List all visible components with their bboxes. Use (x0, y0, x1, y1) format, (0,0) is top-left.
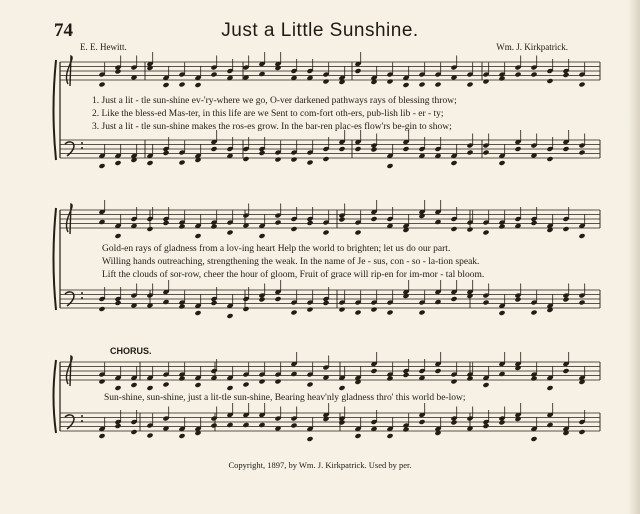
treble-2-notehead (178, 224, 185, 230)
treble-3-notehead (514, 365, 521, 371)
treble-3-notehead (178, 376, 185, 382)
treble-2-notehead (578, 233, 585, 239)
bass-1-notehead (114, 160, 121, 166)
bass-3-notehead (98, 433, 105, 439)
bass-3-notehead (226, 422, 233, 428)
bass-3-notehead (338, 420, 345, 426)
bass-1-notehead (466, 150, 473, 156)
bass-2-notehead (338, 307, 345, 313)
treble-1-notehead (354, 68, 361, 74)
treble-1-notehead (434, 82, 441, 88)
treble-3-notehead (466, 376, 473, 382)
treble-3-notehead (434, 368, 441, 374)
hymn-title: Just a Little Sunshine. (221, 20, 419, 41)
treble-3-notehead (530, 376, 537, 382)
treble-3-notehead (226, 385, 233, 391)
treble-2-notehead (338, 217, 345, 223)
lyric-line-verse2: 2. Like the bless-ed Mas-ter, in this life are we Sent to com-fort oth-ers, pub-lish lib - er - ty; (92, 109, 444, 119)
lyric-line-verse2: Willing hands outreaching, strengthening the weak. In the name of Je - sus, con - so - la-tion speak. (102, 257, 480, 267)
bass-1-notehead (274, 157, 281, 163)
bass-3-notehead (402, 427, 409, 433)
treble-2-notehead (306, 220, 313, 226)
treble-2-notehead (146, 226, 153, 232)
bass-2-notehead (450, 296, 457, 302)
treble-2-notehead (194, 233, 201, 239)
composer-credit: Wm. J. Kirkpatrick. (496, 42, 568, 52)
bass-1-notehead (498, 160, 505, 166)
treble-2-notehead (258, 233, 265, 239)
treble-2-notehead (418, 213, 425, 219)
treble-2-notehead (482, 230, 489, 236)
treble-1-notehead (402, 82, 409, 88)
bass-2-notehead (418, 310, 425, 316)
bass-3-notehead (418, 419, 425, 425)
treble-3-notehead (450, 379, 457, 385)
treble-3-notehead (498, 371, 505, 377)
treble-1-notehead (98, 82, 105, 88)
bass-1-notehead (338, 146, 345, 152)
bass-2-notehead (514, 297, 521, 303)
treble-1-notehead (482, 79, 489, 85)
bass-2-notehead (530, 310, 537, 316)
treble-3-notehead (546, 385, 553, 391)
treble-3-notehead (130, 382, 137, 388)
bass-3-notehead (178, 433, 185, 439)
bass-1-notehead (178, 160, 185, 166)
treble-1-notehead (162, 82, 169, 88)
bass-1-notehead (514, 146, 521, 152)
treble-1-notehead (194, 82, 201, 88)
bass-clef-dot (81, 297, 83, 299)
treble-3-notehead (242, 382, 249, 388)
bass-clef-dot (81, 142, 83, 144)
lyric-line-verse3: Lift the clouds of sor-row, cheer the hour of gloom, Fruit of grace will rip-en for im-mor - tal bloom. (102, 270, 485, 280)
bass-2-notehead (434, 299, 441, 305)
treble-3-notehead (402, 372, 409, 378)
bass-3-notehead (290, 423, 297, 429)
treble-2-notehead (530, 220, 537, 226)
bass-2-notehead (578, 300, 585, 306)
bass-2-notehead (210, 300, 217, 306)
treble-3-notehead (114, 385, 121, 391)
bass-1-notehead (258, 150, 265, 156)
bass-3-notehead (530, 436, 537, 442)
treble-2-notehead (562, 226, 569, 232)
bass-3-notehead (130, 429, 137, 435)
lyric-line-chorus: Sun-shine, sun-shine, just a lit-tle sun-shine, Bearing heav'nly gladness thro' this world be-low; (104, 393, 466, 403)
treble-1-notehead (274, 65, 281, 71)
treble-3-notehead (338, 385, 345, 391)
bass-clef-dot (81, 420, 83, 422)
treble-2-notehead (498, 224, 505, 230)
lyric-line-verse1: 1. Just a lit - tle sun-shine ev-'ry-where we go, O-ver darkened pathways rays of blessing throw; (92, 96, 457, 106)
bass-1-notehead (386, 163, 393, 169)
bass-3-notehead (482, 423, 489, 429)
brace-icon (54, 60, 57, 160)
treble-3-notehead (98, 379, 105, 385)
bass-3-notehead (386, 433, 393, 439)
page-number: 74 (54, 20, 73, 41)
treble-2-notehead (114, 233, 121, 239)
lyric-line-verse1: Gold-en rays of gladness from a lov-ing heart Help the world to brighten; let us do our part. (102, 244, 451, 254)
treble-2-notehead (370, 216, 377, 222)
bass-3-notehead (114, 423, 121, 429)
bass-2-notehead (258, 297, 265, 303)
bass-3-notehead (578, 429, 585, 435)
bass-clef-dot (81, 415, 83, 417)
bass-1-notehead (370, 147, 377, 153)
treble-2-notehead (434, 219, 441, 225)
treble-1-notehead (258, 71, 265, 77)
treble-3-notehead (306, 382, 313, 388)
bass-2-notehead (306, 307, 313, 313)
bass-1-notehead (162, 150, 169, 156)
bass-2-notehead (290, 310, 297, 316)
bass-2-notehead (402, 293, 409, 299)
lyric-line-verse3: 3. Just a lit - tle sun-shine makes the ros-es grow. In the bar-ren plac-es flow'rs be-gin to show; (92, 122, 452, 132)
treble-1-notehead (562, 72, 569, 78)
bass-2-notehead (370, 307, 377, 313)
treble-3-notehead (370, 368, 377, 374)
bass-2-notehead (226, 313, 233, 319)
bass-2-notehead (178, 304, 185, 310)
treble-2-notehead (162, 220, 169, 226)
bass-2-notehead (162, 299, 169, 305)
bass-2-notehead (114, 300, 121, 306)
treble-2-notehead (354, 230, 361, 236)
treble-2-notehead (450, 226, 457, 232)
bass-clef-dot (81, 147, 83, 149)
treble-2-notehead (290, 226, 297, 232)
bass-1-notehead (322, 156, 329, 162)
bass-3-notehead (146, 433, 153, 439)
bass-1-notehead (242, 156, 249, 162)
bass-1-notehead (450, 160, 457, 166)
bass-1-notehead (354, 146, 361, 152)
bass-2-notehead (322, 300, 329, 306)
bass-3-notehead (450, 420, 457, 426)
bass-1-notehead (578, 150, 585, 156)
treble-3-notehead (258, 379, 265, 385)
bass-1-notehead (146, 160, 153, 166)
bass-2-notehead (562, 297, 569, 303)
bass-2-notehead (274, 296, 281, 302)
treble-1-notehead (322, 79, 329, 85)
bass-2-notehead (466, 293, 473, 299)
treble-1-notehead (514, 72, 521, 78)
bass-3-notehead (242, 422, 249, 428)
treble-2-notehead (98, 219, 105, 225)
bass-3-notehead (210, 423, 217, 429)
brace-icon (54, 360, 57, 433)
bass-3-notehead (306, 436, 313, 442)
treble-2-notehead (274, 220, 281, 226)
treble-1-notehead (418, 82, 425, 88)
treble-3-notehead (146, 385, 153, 391)
bass-1-notehead (306, 160, 313, 166)
treble-3-notehead (194, 382, 201, 388)
treble-1-notehead (210, 72, 217, 78)
treble-2-notehead (210, 224, 217, 230)
treble-2-notehead (322, 230, 329, 236)
treble-2-notehead (466, 227, 473, 233)
bass-2-notehead (194, 310, 201, 316)
page-edge (628, 0, 640, 514)
bass-3-notehead (322, 416, 329, 422)
bass-1-notehead (290, 157, 297, 163)
treble-3-notehead (290, 371, 297, 377)
bass-1-notehead (402, 146, 409, 152)
chorus-label: CHORUS. (110, 346, 152, 356)
treble-1-notehead (498, 76, 505, 82)
bass-1-notehead (98, 163, 105, 169)
bass-1-notehead (562, 146, 569, 152)
bass-2-notehead (242, 306, 249, 312)
bass-3-notehead (258, 422, 265, 428)
bass-3-notehead (514, 416, 521, 422)
treble-3-notehead (482, 382, 489, 388)
bass-3-notehead (498, 420, 505, 426)
treble-1-notehead (530, 72, 537, 78)
treble-3-notehead (562, 368, 569, 374)
author-credit: E. E. Hewitt. (80, 42, 127, 52)
bass-2-notehead (98, 306, 105, 312)
bass-2-notehead (354, 310, 361, 316)
treble-3-notehead (162, 382, 169, 388)
treble-1-notehead (386, 79, 393, 85)
bass-2-notehead (482, 300, 489, 306)
treble-1-notehead (546, 78, 553, 84)
treble-1-notehead (114, 69, 121, 75)
bass-3-notehead (354, 433, 361, 439)
treble-1-notehead (466, 82, 473, 88)
treble-3-notehead (386, 376, 393, 382)
brace-icon (54, 208, 57, 310)
bass-2-notehead (498, 310, 505, 316)
treble-1-notehead (146, 65, 153, 71)
treble-3-notehead (274, 379, 281, 385)
treble-1-notehead (578, 82, 585, 88)
bass-1-notehead (482, 150, 489, 156)
bass-3-notehead (546, 422, 553, 428)
bass-1-notehead (546, 156, 553, 162)
bass-1-notehead (210, 146, 217, 152)
treble-2-notehead (226, 230, 233, 236)
copyright-notice: Copyright, 1897, by Wm. J. Kirkpatrick. Used by per. (228, 460, 412, 470)
treble-1-notehead (178, 82, 185, 88)
bass-clef-dot (81, 292, 83, 294)
bass-2-notehead (386, 310, 393, 316)
